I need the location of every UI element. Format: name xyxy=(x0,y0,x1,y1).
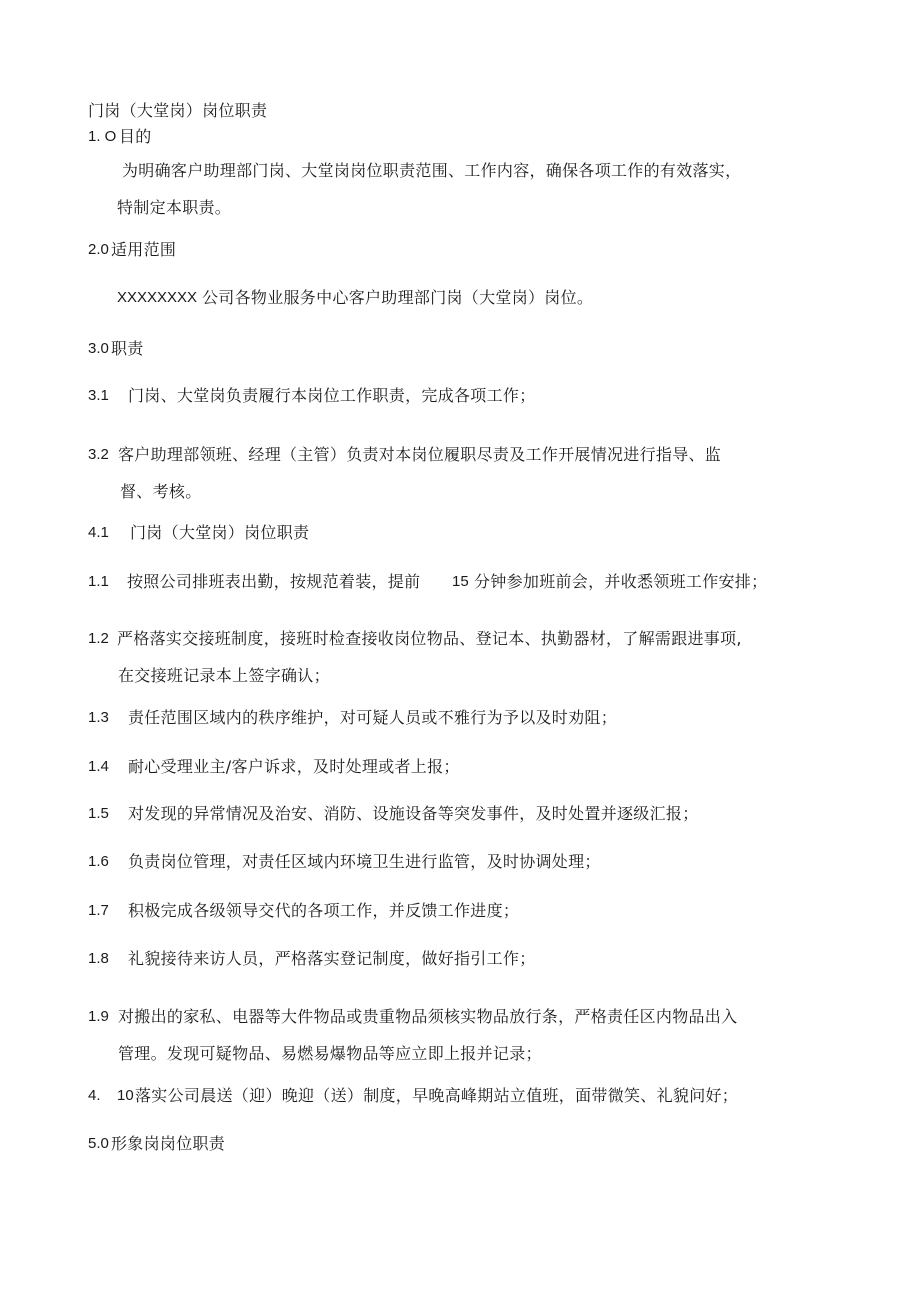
document-title: 门岗（大堂岗）岗位职责 xyxy=(88,101,268,120)
section-3-heading: 职责 xyxy=(111,339,144,358)
section-1-heading: 目的 xyxy=(119,127,152,146)
section-3-number: 3.0 xyxy=(88,340,109,357)
item-1-2-text-cont: 在交接班记录本上签字确认； xyxy=(118,666,330,685)
scope-company-placeholder: XXXXXXXX xyxy=(117,289,198,306)
item-1-9-text: 对搬出的家私、电器等大件物品或贵重物品须核实物品放行条，严格责任区内物品出入 xyxy=(118,1007,738,1026)
item-1-5-text: 对发现的异常情况及治安、消防、设施设备等突发事件，及时处置并逐级汇报； xyxy=(128,804,699,823)
item-1-2-text: 严格落实交接班制度，接班时检查接收岗位物品、登记本、执勤器材，了解需跟进事项, xyxy=(117,629,742,648)
section-1-paragraph-line-1: 为明确客户助理部门岗、大堂岗岗位职责范围、工作内容，确保各项工作的有效落实， xyxy=(122,161,742,180)
item-4-10-number: 4. xyxy=(88,1087,101,1104)
item-1-9-text-cont: 管理。发现可疑物品、易燃易爆物品等应立即上报并记录； xyxy=(118,1044,542,1063)
item-1-4-text: 耐心受理业主/客户诉求，及时处理或者上报； xyxy=(128,757,460,776)
item-3-1-number: 3.1 xyxy=(88,387,109,404)
item-1-9-number: 1.9 xyxy=(88,1008,109,1025)
item-4-10-subnumber: 10 xyxy=(117,1087,134,1104)
item-1-1-text-b: 分钟参加班前会，并收悉领班工作安排； xyxy=(474,572,768,591)
section-1-paragraph-line-2: 特制定本职责。 xyxy=(117,198,232,217)
item-1-1-minutes: 15 xyxy=(452,573,469,590)
item-1-1-text-a: 按照公司排班表出勤，按规范着装，提前 xyxy=(127,572,421,591)
section-2-number: 2.0 xyxy=(88,241,109,258)
item-1-6-text: 负责岗位管理，对责任区域内环境卫生进行监管，及时协调处理； xyxy=(128,852,601,871)
scope-text: 公司各物业服务中心客户助理部门岗（大堂岗）岗位。 xyxy=(202,288,594,307)
item-1-3-text: 责任范围区域内的秩序维护，对可疑人员或不雅行为予以及时劝阻； xyxy=(128,708,618,727)
section-5-heading: 形象岗岗位职责 xyxy=(111,1134,226,1153)
section-1-number: 1. O xyxy=(88,128,117,145)
item-4-10-text: 落实公司晨送（迎）晚迎（送）制度，早晚高峰期站立值班，面带微笑、礼貌问好； xyxy=(135,1086,739,1105)
section-5-number: 5.0 xyxy=(88,1135,109,1152)
item-1-8-number: 1.8 xyxy=(88,950,109,967)
item-1-8-text: 礼貌接待来访人员，严格落实登记制度，做好指引工作； xyxy=(128,949,536,968)
item-1-2-number: 1.2 xyxy=(88,630,109,647)
item-3-2-text: 客户助理部领班、经理（主管）负责对本岗位履职尽责及工作开展情况进行指导、监 xyxy=(118,445,722,464)
item-1-4-number: 1.4 xyxy=(88,758,109,775)
item-4-1-text: 门岗（大堂岗）岗位职责 xyxy=(130,523,310,542)
item-3-2-text-cont: 督、考核。 xyxy=(120,482,202,501)
item-1-1-number: 1.1 xyxy=(88,573,109,590)
item-1-7-text: 积极完成各级领导交代的各项工作，并反馈工作进度； xyxy=(128,901,520,920)
item-1-7-number: 1.7 xyxy=(88,902,109,919)
item-1-6-number: 1.6 xyxy=(88,853,109,870)
item-4-1-number: 4.1 xyxy=(88,524,109,541)
item-3-1-text: 门岗、大堂岗负责履行本岗位工作职责，完成各项工作； xyxy=(128,386,536,405)
item-3-2-number: 3.2 xyxy=(88,446,109,463)
item-1-3-number: 1.3 xyxy=(88,709,109,726)
section-2-heading: 适用范围 xyxy=(111,240,177,259)
item-1-5-number: 1.5 xyxy=(88,805,109,822)
